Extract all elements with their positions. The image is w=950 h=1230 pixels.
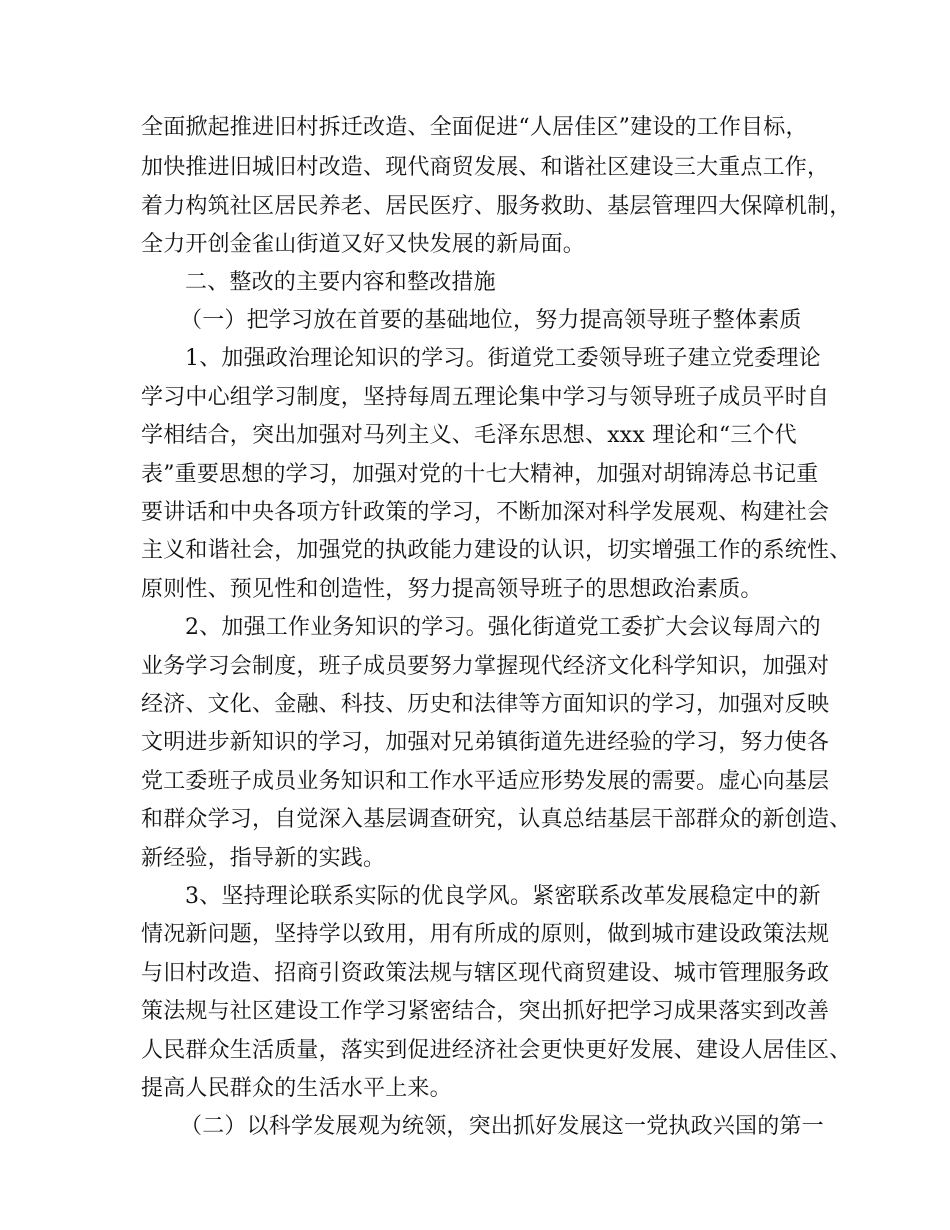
text-line: 学相结合，突出加强对马列主义、毛泽东思想、xxx 理论和“三个代 [141,423,797,448]
text-line: 着力构筑社区居民养老、居民医疗、服务救助、基层管理四大保障机制， [141,194,852,219]
subsection-heading: （二）以科学发展观为统领，突出抓好发展这一党执政兴国的第一 [180,1114,824,1139]
text-line: 党工委班子成员业务知识和工作水平适应形势发展的需要。虚心向基层 [141,769,830,794]
text-line: 学习中心组学习制度，坚持每周五理论集中学习与领导班子成员平时自 [141,385,830,410]
text-line: 全力开创金雀山街道又好又快发展的新局面。 [141,232,586,257]
text-line: 主义和谐社会，加强党的执政能力建设的认识，切实增强工作的系统性、 [141,538,852,563]
text-line: 1、加强政治理论知识的学习。街道党工委领导班子建立党委理论 [185,346,821,371]
subsection-heading: （一）把学习放在首要的基础地位，努力提高领导班子整体素质 [180,308,802,333]
text-line: 加快推进旧城旧村改造、现代商贸发展、和谐社区建设三大重点工作， [141,155,830,180]
text-line: 文明进步新知识的学习，加强对兄弟镇街道先进经验的学习，努力使各 [141,730,830,755]
text-line: 与旧村改造、招商引资政策法规与辖区现代商贸建设、城市管理服务政 [141,961,830,986]
text-line: 3、坚持理论联系实际的优良学风。紧密联系改革发展稳定中的新 [185,884,821,909]
text-line: 经济、文化、金融、科技、历史和法律等方面知识的学习，加强对反映 [141,692,830,717]
text-line: 要讲话和中央各项方针政策的学习，不断加深对科学发展观、构建社会 [141,500,830,525]
text-line: 表”重要思想的学习，加强对党的十七大精神，加强对胡锦涛总书记重 [141,462,819,487]
text-line: 情况新问题，坚持学以致用，用有所成的原则，做到城市建设政策法规 [141,922,830,947]
text-line: 和群众学习，自觉深入基层调查研究，认真总结基层干部群众的新创造、 [141,807,852,832]
text-line: 新经验，指导新的实践。 [141,846,386,871]
text-line: 全面掀起推进旧村拆迁改造、全面促进“人居佳区”建设的工作目标， [141,115,808,140]
text-line: 提高人民群众的生活水平上来。 [141,1076,452,1101]
text-line: 原则性、预见性和创造性，努力提高领导班子的思想政治素质。 [141,577,763,602]
section-heading: 二、整改的主要内容和整改措施 [185,270,496,295]
text-line: 策法规与社区建设工作学习紧密结合，突出抓好把学习成果落实到改善 [141,999,830,1024]
text-line: 业务学习会制度，班子成员要努力掌握现代经济文化科学知识，加强对 [141,654,830,679]
text-line: 2、加强工作业务知识的学习。强化街道党工委扩大会议每周六的 [185,615,821,640]
text-line: 人民群众生活质量，落实到促进经济社会更快更好发展、建设人居佳区、 [141,1038,852,1063]
